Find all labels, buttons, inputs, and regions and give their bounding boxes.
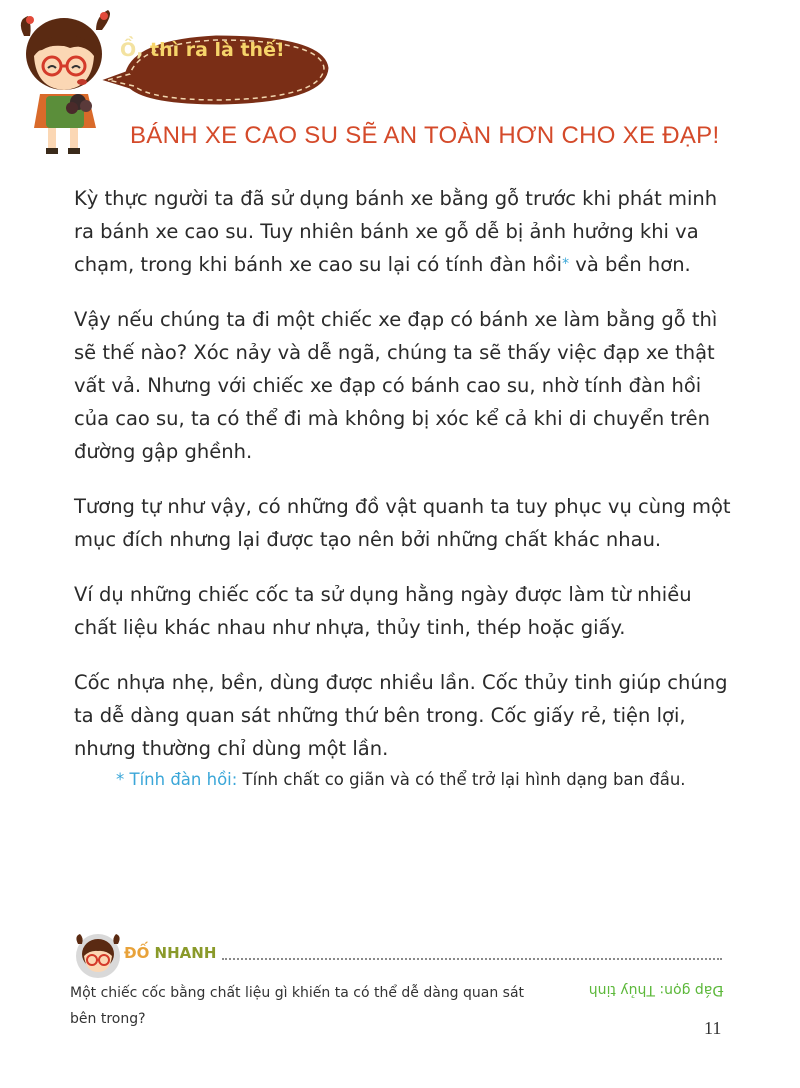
footnote-marker: * — [562, 256, 570, 272]
page-number: 11 — [704, 1018, 722, 1038]
quiz-question: Một chiếc cốc bằng chất liệu gì khiến ta có thể dễ dàng quan sát bên trong? — [70, 985, 525, 1027]
paragraph-3: Tương tự như vậy, có những đồ vật quanh ta tuy phục vụ cùng một mục đích nhưng lại được tạo nên bởi những chất khác nhau. — [74, 495, 731, 551]
footnote-term: * Tính đàn hồi: — [116, 770, 238, 789]
footnote-definition: Tính chất co giãn và có thể trở lại hình dạng ban đầu. — [237, 770, 686, 789]
quiz-label-part-b: NHANH — [149, 944, 217, 962]
speech-bubble-text — [120, 39, 320, 61]
speech-bubble — [96, 22, 336, 112]
section-title: BÁNH XE CAO SU SẼ AN TOÀN HƠN CHO XE ĐẠP! — [130, 122, 720, 149]
quiz-label-part-a: ĐỐ — [124, 944, 150, 962]
body-text — [74, 182, 734, 787]
quiz-divider — [222, 958, 722, 960]
footnote — [116, 770, 756, 789]
paragraph-1-text-b: và bền hơn. — [569, 253, 691, 276]
quiz-answer-upside-down: Đáp gọn: Thủy tinh — [588, 982, 724, 998]
bubble-prefix: Ồ, — [120, 39, 150, 61]
quiz-mascot-icon — [74, 930, 122, 980]
paragraph-2: Vậy nếu chúng ta đi một chiếc xe đạp có bánh xe làm bằng gỗ thì sẽ thế nào? Xóc nảy và dễ ngã, chúng ta sẽ thấy việc đạp xe thật vất vả. Nhưng với chiếc xe đạp có bánh cao su, nhờ tính đàn hồi của cao su, ta có thể đi mà không bị xóc kể cả khi di chuyển trên đường gập ghềnh. — [74, 308, 718, 463]
quiz-label — [124, 944, 216, 962]
bubble-highlight: thì ra là thế! — [149, 39, 285, 61]
paragraph-4: Ví dụ những chiếc cốc ta sử dụng hằng ngày được làm từ nhiều chất liệu khác nhau như nhựa, thủy tinh, thép hoặc giấy. — [74, 583, 692, 639]
paragraph-5: Cốc nhựa nhẹ, bền, dùng được nhiều lần. Cốc thủy tinh giúp chúng ta dễ dàng quan sát những thứ bên trong. Cốc giấy rẻ, tiện lợi, nhưng thường chỉ dùng một lần. — [74, 671, 728, 760]
paragraph-1-text-a: Kỳ thực người ta đã sử dụng bánh xe bằng gỗ trước khi phát minh ra bánh xe cao su. Tuy nhiên bánh xe gỗ dễ bị ảnh hưởng khi va chạm, trong khi bánh xe cao su lại có tính đàn hồi — [74, 187, 718, 276]
paragraph-1 — [74, 182, 734, 281]
